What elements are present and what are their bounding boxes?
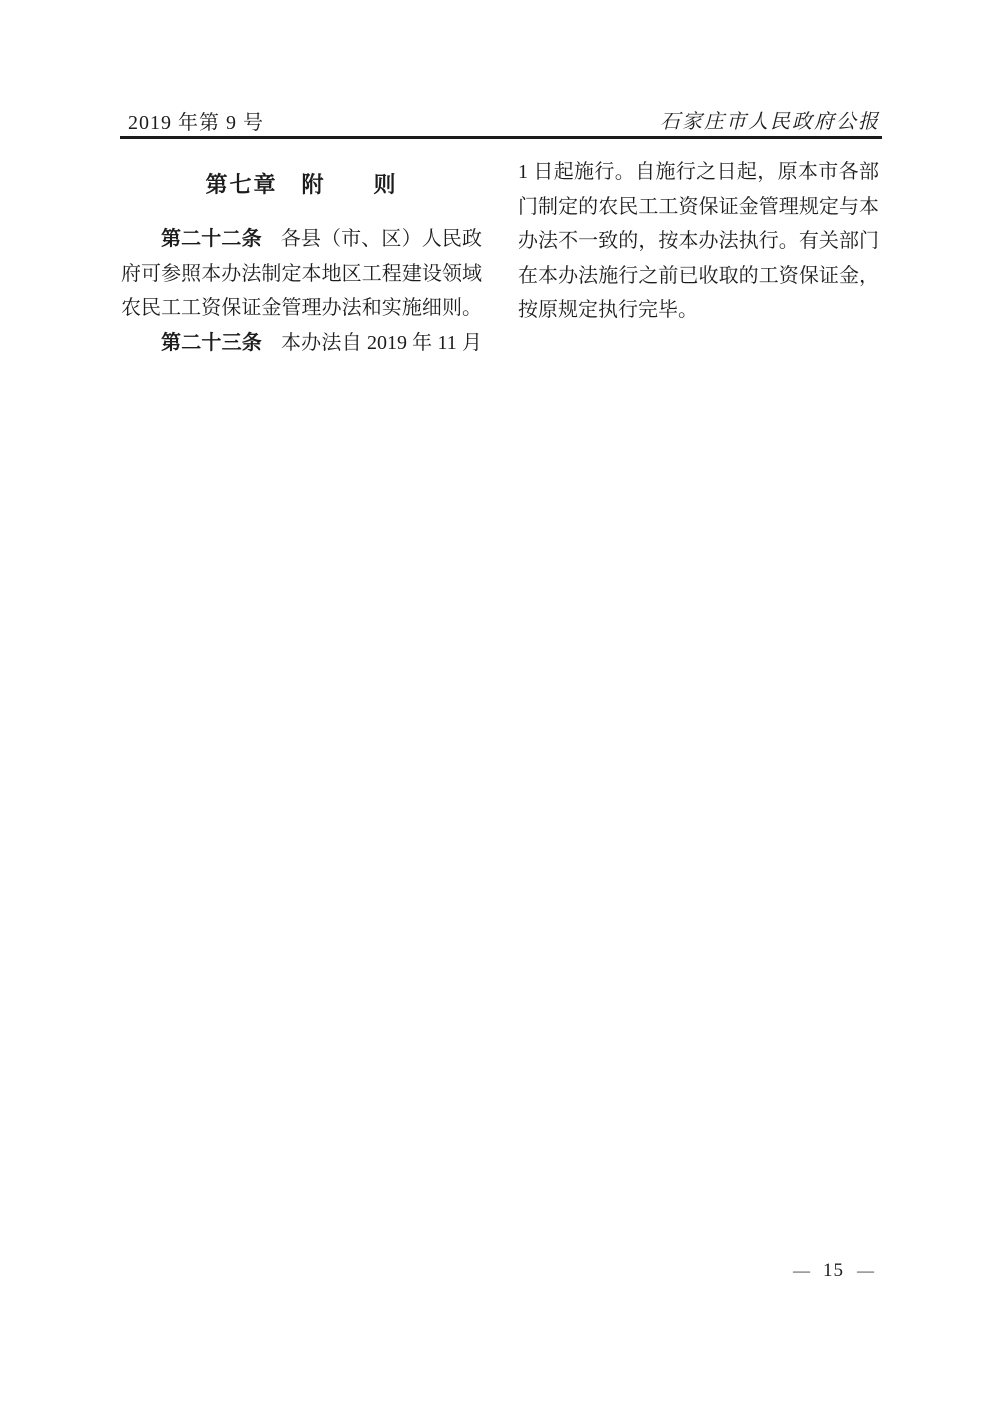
issue-number: 2019 年第 9 号 [128, 112, 264, 134]
paragraph-line [121, 326, 482, 361]
paragraph-line: 按原规定执行完毕。 [518, 299, 698, 322]
paragraph-text: 本办法自 2019 年 11 月 [280, 331, 482, 354]
article-23-paragraph [121, 326, 482, 361]
paragraph-line: 办法不一致的，按本办法执行。有关部门 [518, 230, 879, 253]
page-number-dash-left: — [793, 1261, 810, 1280]
left-column [121, 155, 482, 360]
paragraph-line [121, 222, 482, 257]
page-number-dash-right: — [857, 1261, 874, 1280]
publication-title: 石家庄市人民政府公报 [660, 111, 880, 133]
paragraph-line: 在本办法施行之前已收取的工资保证金， [518, 264, 879, 287]
page-number: 15 [823, 1260, 844, 1281]
chapter-heading: 第七章 附 则 [205, 172, 398, 197]
header-rule [120, 136, 882, 139]
page-number-footer [793, 1260, 874, 1282]
content-columns [121, 155, 879, 360]
right-column [518, 155, 879, 360]
article-22-label: 第二十二条 [161, 228, 262, 250]
paragraph-text: 各县（市、区）人民政 [280, 228, 483, 250]
paragraph-line: 府可参照本办法制定本地区工程建设领域 [121, 262, 482, 285]
paragraph-line: 门制定的农民工工资保证金管理规定与本 [518, 195, 879, 218]
paragraph-line: 1 日起施行。自施行之日起，原本市各部 [518, 161, 879, 183]
paragraph-line: 农民工工资保证金管理办法和实施细则。 [121, 297, 482, 320]
article-23-label: 第二十三条 [161, 331, 262, 354]
article-22-paragraph [121, 222, 482, 326]
